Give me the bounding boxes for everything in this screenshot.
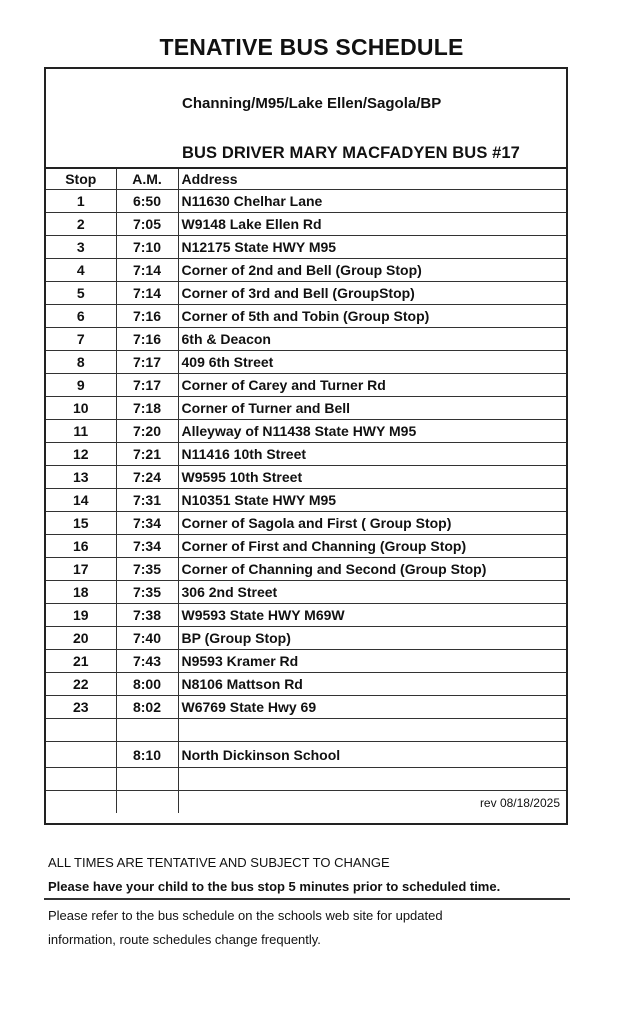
stop-number: 2 xyxy=(46,213,116,236)
stop-number: 16 xyxy=(46,535,116,558)
stop-number: 6 xyxy=(46,305,116,328)
stop-time: 7:16 xyxy=(116,328,178,351)
route-name: Channing/M95/Lake Ellen/Sagola/BP xyxy=(182,95,442,112)
stop-address: Corner of 2nd and Bell (Group Stop) xyxy=(178,259,566,282)
page-title: TENATIVE BUS SCHEDULE xyxy=(159,34,464,60)
table-header-row xyxy=(46,168,566,190)
table-row xyxy=(46,397,566,420)
stop-number: 10 xyxy=(46,397,116,420)
stop-time: 7:10 xyxy=(116,236,178,259)
stop-time: 7:18 xyxy=(116,397,178,420)
stop-number: 15 xyxy=(46,512,116,535)
stop-time: 7:16 xyxy=(116,305,178,328)
stop-time: 7:17 xyxy=(116,374,178,397)
stop-time: 7:40 xyxy=(116,627,178,650)
table-row xyxy=(46,558,566,581)
stop-number: 5 xyxy=(46,282,116,305)
arrival-reminder: Please have your child to the bus stop 5 minutes prior to scheduled time. xyxy=(48,879,501,894)
stop-address: Corner of Channing and Second (Group Stop) xyxy=(178,558,566,581)
revision-row xyxy=(46,791,566,814)
stop-address: BP (Group Stop) xyxy=(178,627,566,650)
stop-address: Corner of Turner and Bell xyxy=(178,397,566,420)
revision-date: rev 08/18/2025 xyxy=(479,796,560,810)
stop-time: 7:35 xyxy=(116,558,178,581)
table-row xyxy=(46,696,566,719)
header-address: Address xyxy=(178,168,566,190)
stop-time: 7:34 xyxy=(116,535,178,558)
table-row xyxy=(46,512,566,535)
stop-number: 23 xyxy=(46,696,116,719)
stop-time: 7:14 xyxy=(116,259,178,282)
tentative-notice: ALL TIMES ARE TENTATIVE AND SUBJECT TO CHANGE xyxy=(48,855,390,870)
stop-time: 7:38 xyxy=(116,604,178,627)
table-row xyxy=(46,351,566,374)
stop-address: N11630 Chelhar Lane xyxy=(178,190,566,213)
footer-divider xyxy=(44,898,570,900)
stop-number: 22 xyxy=(46,673,116,696)
stop-time: 7:34 xyxy=(116,512,178,535)
stop-time: 7:21 xyxy=(116,443,178,466)
stop-time: 7:20 xyxy=(116,420,178,443)
stop-address: N9593 Kramer Rd xyxy=(178,650,566,673)
stop-number: 13 xyxy=(46,466,116,489)
stop-address: 6th & Deacon xyxy=(178,328,566,351)
stop-address: 306 2nd Street xyxy=(178,581,566,604)
table-row xyxy=(46,535,566,558)
school-address: North Dickinson School xyxy=(178,742,566,768)
stop-number: 7 xyxy=(46,328,116,351)
website-info-line-1: Please refer to the bus schedule on the schools web site for updated xyxy=(48,908,443,923)
table-row xyxy=(46,328,566,351)
table-row xyxy=(46,213,566,236)
stop-time: 8:00 xyxy=(116,673,178,696)
stop-time: 6:50 xyxy=(116,190,178,213)
blank-row xyxy=(46,719,566,742)
header-stop: Stop xyxy=(46,168,116,190)
stop-number: 14 xyxy=(46,489,116,512)
table-row xyxy=(46,282,566,305)
stop-time: 8:02 xyxy=(116,696,178,719)
stop-rows xyxy=(46,190,566,814)
table-row xyxy=(46,581,566,604)
stop-address: Corner of Carey and Turner Rd xyxy=(178,374,566,397)
driver-label: BUS DRIVER MARY MACFADYEN BUS #17 xyxy=(182,144,520,162)
table-row xyxy=(46,627,566,650)
blank-row xyxy=(46,768,566,791)
table-row xyxy=(46,604,566,627)
table-row xyxy=(46,420,566,443)
stop-address: W9148 Lake Ellen Rd xyxy=(178,213,566,236)
stop-address: Corner of 5th and Tobin (Group Stop) xyxy=(178,305,566,328)
blank-cell xyxy=(46,768,116,791)
stop-number: 3 xyxy=(46,236,116,259)
stop-address: Corner of Sagola and First ( Group Stop) xyxy=(178,512,566,535)
blank-cell xyxy=(116,719,178,742)
website-info-line-2: information, route schedules change frequently. xyxy=(48,932,321,947)
stop-number: 8 xyxy=(46,351,116,374)
stop-number: 9 xyxy=(46,374,116,397)
table-row xyxy=(46,466,566,489)
blank-cell xyxy=(178,768,566,791)
stop-number: 11 xyxy=(46,420,116,443)
table-row xyxy=(46,673,566,696)
stop-number: 21 xyxy=(46,650,116,673)
blank-cell xyxy=(46,719,116,742)
stop-time: 7:43 xyxy=(116,650,178,673)
blank-cell xyxy=(46,791,116,814)
blank-cell xyxy=(46,742,116,768)
stop-address: N11416 10th Street xyxy=(178,443,566,466)
stop-time: 7:31 xyxy=(116,489,178,512)
revision-cell xyxy=(178,791,566,814)
website-info xyxy=(48,904,568,952)
table-row xyxy=(46,259,566,282)
table-row xyxy=(46,305,566,328)
school-row xyxy=(46,742,566,768)
stop-address: 409 6th Street xyxy=(178,351,566,374)
header-time: A.M. xyxy=(116,168,178,190)
blank-cell xyxy=(116,768,178,791)
stop-address: N12175 State HWY M95 xyxy=(178,236,566,259)
stop-address: N8106 Mattson Rd xyxy=(178,673,566,696)
stop-time: 7:14 xyxy=(116,282,178,305)
table-row xyxy=(46,374,566,397)
stop-number: 18 xyxy=(46,581,116,604)
stop-number: 19 xyxy=(46,604,116,627)
blank-cell xyxy=(178,719,566,742)
stop-address: W6769 State Hwy 69 xyxy=(178,696,566,719)
stop-address: Corner of 3rd and Bell (GroupStop) xyxy=(178,282,566,305)
stop-number: 20 xyxy=(46,627,116,650)
schedule-sheet xyxy=(44,67,568,825)
school-time: 8:10 xyxy=(116,742,178,768)
table-row xyxy=(46,650,566,673)
stop-address: W9593 State HWY M69W xyxy=(178,604,566,627)
blank-cell xyxy=(116,791,178,814)
stop-address: N10351 State HWY M95 xyxy=(178,489,566,512)
stop-time: 7:24 xyxy=(116,466,178,489)
stop-address: Alleyway of N11438 State HWY M95 xyxy=(178,420,566,443)
stop-time: 7:35 xyxy=(116,581,178,604)
stop-number: 1 xyxy=(46,190,116,213)
stop-number: 17 xyxy=(46,558,116,581)
stop-time: 7:05 xyxy=(116,213,178,236)
stop-address: W9595 10th Street xyxy=(178,466,566,489)
table-row xyxy=(46,489,566,512)
stop-number: 12 xyxy=(46,443,116,466)
schedule-table xyxy=(46,167,566,813)
stop-number: 4 xyxy=(46,259,116,282)
stop-time: 7:17 xyxy=(116,351,178,374)
stop-address: Corner of First and Channing (Group Stop) xyxy=(178,535,566,558)
table-row xyxy=(46,443,566,466)
table-row xyxy=(46,190,566,213)
table-row xyxy=(46,236,566,259)
